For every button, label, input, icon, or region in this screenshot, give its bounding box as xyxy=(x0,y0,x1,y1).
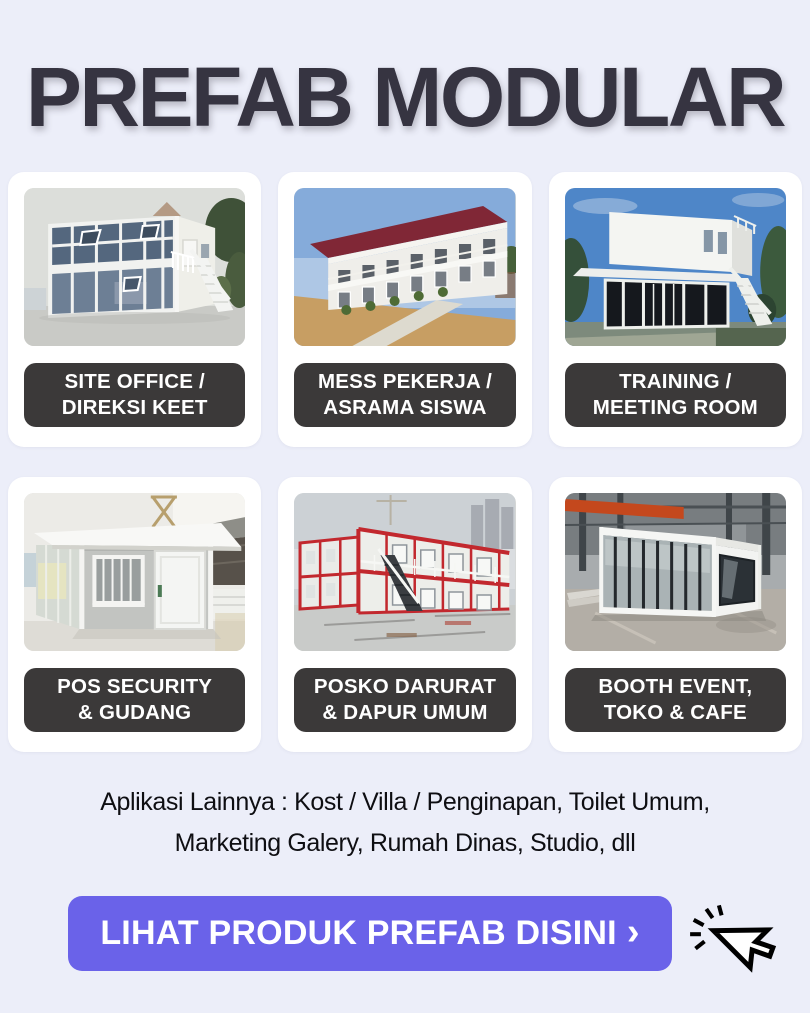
photo-posko-darurat xyxy=(294,493,515,651)
photo-booth-event xyxy=(565,493,786,651)
photo-pos-security xyxy=(24,493,245,651)
label-mess-pekerja: MESS PEKERJA / ASRAMA SISWA xyxy=(294,363,515,427)
other-applications-text: Aplikasi Lainnya : Kost / Villa / Penginapan, Toilet Umum, Marketing Galery, Rumah Dinas, Studio, dll xyxy=(100,788,710,857)
label-booth-event: BOOTH EVENT, TOKO & CAFE xyxy=(565,668,786,732)
label-pos-security: POS SECURITY & GUDANG xyxy=(24,668,245,732)
card-pos-security xyxy=(8,477,261,752)
label-posko-darurat: POSKO DARURAT & DAPUR UMUM xyxy=(294,668,515,732)
click-cursor-icon xyxy=(684,900,788,1008)
card-mess-pekerja xyxy=(278,172,531,447)
card-site-office xyxy=(8,172,261,447)
view-products-button-label: LIHAT PRODUK PREFAB DISINI xyxy=(100,914,617,952)
photo-site-office xyxy=(24,188,245,346)
card-posko-darurat xyxy=(278,477,531,752)
page-title: PREFAB MODULAR xyxy=(25,50,785,144)
card-training-room xyxy=(549,172,802,447)
photo-mess-pekerja xyxy=(294,188,515,346)
product-grid xyxy=(8,172,802,752)
label-training-room: TRAINING / MEETING ROOM xyxy=(565,363,786,427)
label-site-office: SITE OFFICE / DIREKSI KEET xyxy=(24,363,245,427)
view-products-button[interactable] xyxy=(68,896,672,971)
card-booth-event xyxy=(549,477,802,752)
cta-row xyxy=(0,896,810,1008)
chevron-right-icon: › xyxy=(626,910,640,953)
photo-training-room xyxy=(565,188,786,346)
